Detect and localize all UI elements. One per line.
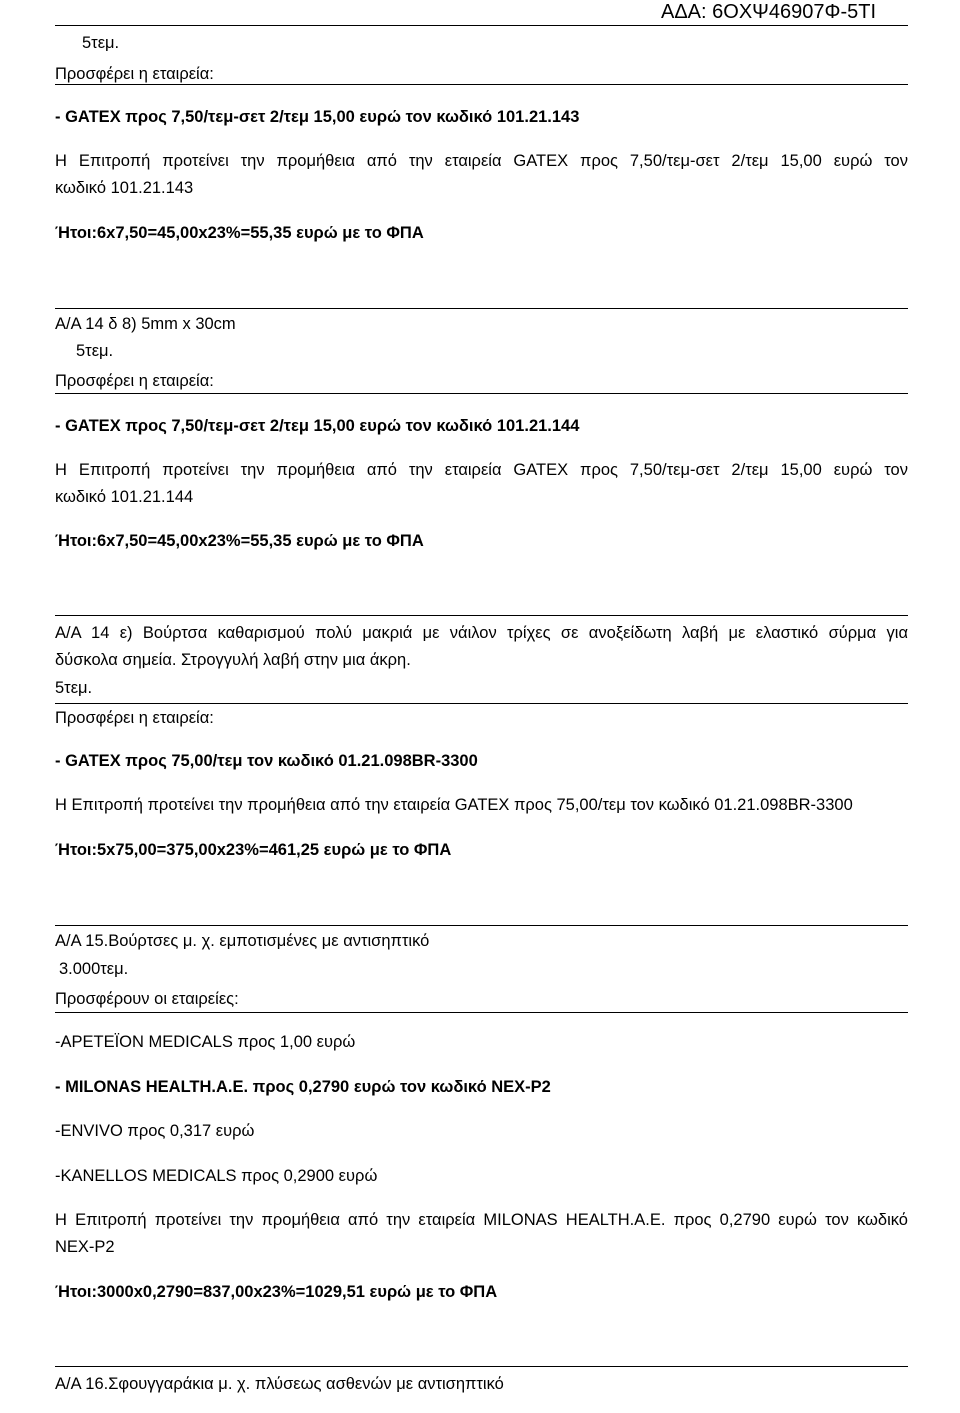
item-title: Α/Α 14 δ 8) 5mm x 30cm	[55, 315, 236, 333]
divider	[55, 393, 908, 394]
item-title: Α/Α 16.Σφουγγαράκια μ. χ. πλύσεως ασθενών με αντισηπτικό	[55, 1375, 504, 1393]
offer-line: -ENVIVO προς 0,317 ευρώ	[55, 1122, 255, 1140]
total-line: Ήτοι:3000x0,2790=837,00x23%=1029,51 ευρώ με το ΦΠΑ	[55, 1283, 498, 1301]
divider	[55, 925, 908, 926]
quantity: 5τεμ.	[76, 342, 114, 360]
divider	[55, 25, 908, 26]
offer-line: -KANELLOS MEDICALS προς 0,2900 ευρώ	[55, 1167, 378, 1185]
offer-line: - GATEX προς 75,00/τεμ τον κωδικό 01.21.098BR-3300	[55, 752, 478, 770]
item-title: Α/Α 14 ε) Βούρτσα καθαρισμού πολύ μακριά με νάιλον τρίχες σε ανοξείδωτη λαβή με ελαστικό σύρμα για	[55, 624, 908, 642]
ada-header: ΑΔΑ: 6ΟΧΨ46907Φ-5ΤΙ	[660, 1, 876, 23]
offers-label: Προσφέρουν οι εταιρείες:	[55, 990, 239, 1008]
quantity: 3.000τεμ.	[59, 960, 129, 978]
offers-label: Προσφέρει η εταιρεία:	[55, 709, 214, 727]
proposal-line: κωδικό 101.21.144	[55, 488, 194, 506]
offer-line: - GATEX προς 7,50/τεμ-σετ 2/τεμ 15,00 ευρώ τον κωδικό 101.21.143	[55, 108, 580, 126]
total-line: Ήτοι:6x7,50=45,00x23%=55,35 ευρώ με το ΦΠΑ	[55, 532, 424, 550]
offer-line: -ΑΡΕΤΕΪΟΝ MEDICALS προς 1,00 ευρώ	[55, 1033, 356, 1051]
offers-label: Προσφέρει η εταιρεία:	[55, 65, 214, 83]
quantity: 5τεμ.	[55, 679, 93, 697]
offers-label: Προσφέρει η εταιρεία:	[55, 372, 214, 390]
offer-line: - GATEX προς 7,50/τεμ-σετ 2/τεμ 15,00 ευρώ τον κωδικό 101.21.144	[55, 417, 580, 435]
quantity: 5τεμ.	[82, 34, 120, 52]
offer-line: - MILONAS HEALTH.A.E. προς 0,2790 ευρώ τον κωδικό NEX-P2	[55, 1078, 551, 1096]
divider	[55, 84, 908, 85]
proposal-line: Η Επιτροπή προτείνει την προμήθεια από την εταιρεία GATEX προς 7,50/τεμ-σετ 2/τεμ 15,00 ευρώ τον	[55, 461, 908, 479]
proposal-line: κωδικό 101.21.143	[55, 179, 194, 197]
item-title: δύσκολα σημεία. Στρογγυλή λαβή στην μια άκρη.	[55, 651, 411, 669]
proposal-line: NEX-P2	[55, 1238, 115, 1256]
item-title: Α/Α 15.Βούρτσες μ. χ. εμποτισμένες με αντισηπτικό	[55, 932, 430, 950]
proposal-line: Η Επιτροπή προτείνει την προμήθεια από την εταιρεία GATEX προς 7,50/τεμ-σετ 2/τεμ 15,00 ευρώ τον	[55, 152, 908, 170]
total-line: Ήτοι:5x75,00=375,00x23%=461,25 ευρώ με το ΦΠΑ	[55, 841, 452, 859]
divider	[55, 1366, 908, 1367]
divider	[55, 615, 908, 616]
divider	[55, 308, 908, 309]
proposal-line: Η Επιτροπή προτείνει την προμήθεια από την εταιρεία GATEX προς 75,00/τεμ τον κωδικό 01.21.098BR-3300	[55, 796, 853, 814]
divider	[55, 703, 908, 704]
total-line: Ήτοι:6x7,50=45,00x23%=55,35 ευρώ με το ΦΠΑ	[55, 224, 424, 242]
divider	[55, 1012, 908, 1013]
proposal-line: Η Επιτροπή προτείνει την προμήθεια από την εταιρεία MILONAS HEALTH.A.E. προς 0,2790 ευρώ τον κωδικό	[55, 1211, 908, 1229]
